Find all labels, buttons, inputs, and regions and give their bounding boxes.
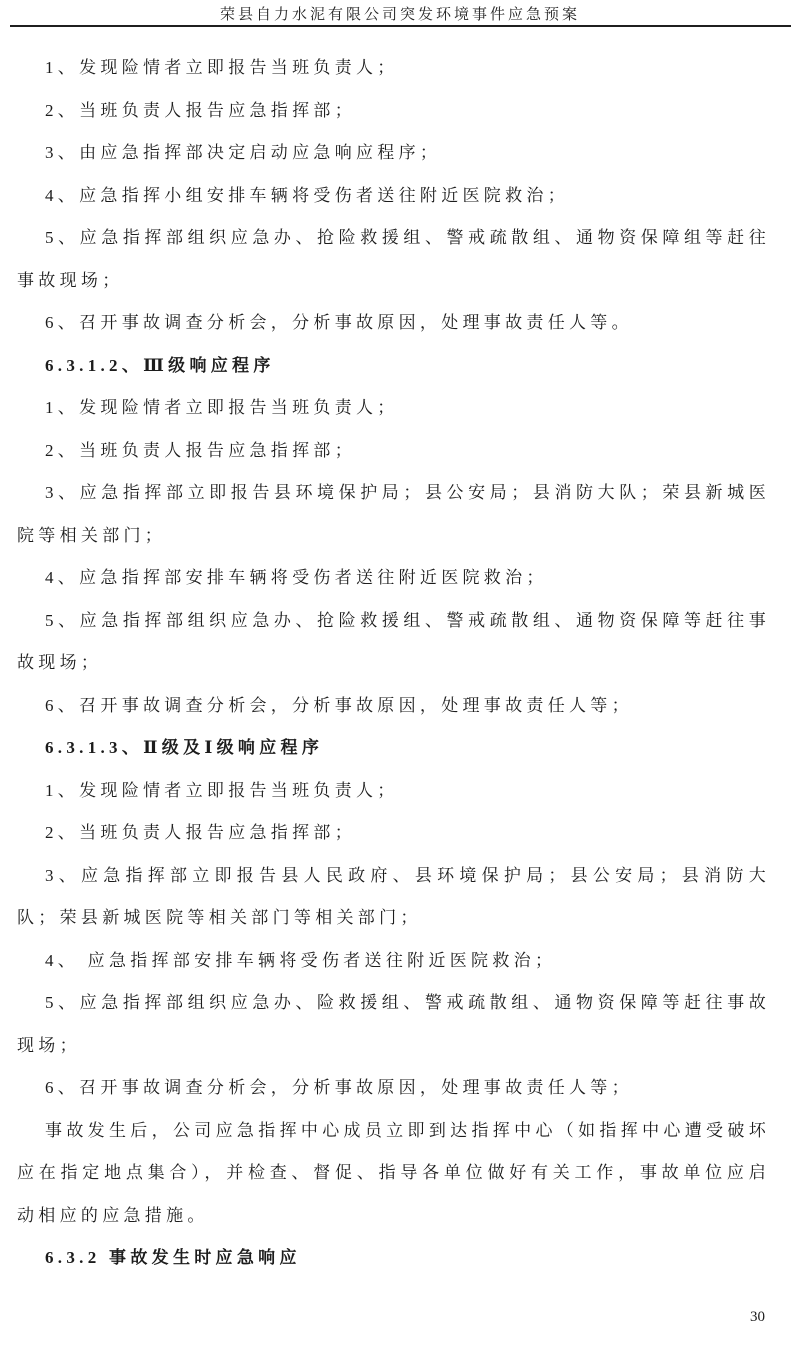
body-paragraph: 事故发生后，公司应急指挥中心成员立即到达指挥中心（如指挥中心遭受破坏应在指定地点集合），并检查、督促、指导各单位做好有关工作，事故单位应启动相应的应急措施。 <box>17 1120 770 1225</box>
list-item: 3、应急指挥部立即报告县环境保护局；县公安局；县消防大队；荣县新城医院等相关部门； <box>17 483 770 545</box>
list-item: 1、发现险情者立即报告当班负责人； <box>45 58 399 77</box>
list-item: 2、当班负责人报告应急指挥部； <box>45 823 356 842</box>
list-item: 1、发现险情者立即报告当班负责人； <box>45 780 399 800</box>
list-item: 5、应急指挥部组织应急办、抢险救援组、警戒疏散组、通物资保障组等赶往事故现场； <box>17 228 770 290</box>
list-item: 2、当班负责人报告应急指挥部； <box>45 100 356 120</box>
list-item: 3、由应急指挥部决定启动应急响应程序； <box>45 143 442 162</box>
section-heading-6-3-2: 6.3.2 事故发生时应急响应 <box>45 1248 301 1267</box>
list-item: 6、召开事故调查分析会，分析事故原因，处理事故责任人等； <box>45 695 633 715</box>
document-header-title: 荣县自力水泥有限公司突发环境事件应急预案 <box>219 7 580 23</box>
document-body <box>17 47 770 1280</box>
header-rule <box>10 25 791 27</box>
list-item: 5、应急指挥部组织应急办、险救援组、警戒疏散组、通物资保障等赶往事故现场； <box>17 993 770 1055</box>
list-item: 6、召开事故调查分析会，分析事故原因，处理事故责任人等。 <box>45 313 633 332</box>
list-item: 2、当班负责人报告应急指挥部； <box>45 440 356 460</box>
section-heading-6-3-1-2: 6.3.1.2、Ⅲ级响应程序 <box>45 355 275 375</box>
list-item: 5、应急指挥部组织应急办、抢险救援组、警戒疏散组、通物资保障等赶往事故现场； <box>17 610 770 672</box>
list-item: 1、发现险情者立即报告当班负责人； <box>45 398 399 417</box>
list-item: 3、应急指挥部立即报告县人民政府、县环境保护局；县公安局；县消防大队；荣县新城医院等相关部门等相关部门； <box>17 865 770 927</box>
list-item: 6、召开事故调查分析会，分析事故原因，处理事故责任人等； <box>45 1078 633 1097</box>
list-item: 4、应急指挥小组安排车辆将受伤者送往附近医院救治； <box>45 185 569 205</box>
page-number: 30 <box>750 1309 765 1325</box>
section-heading-6-3-1-3: 6.3.1.3、Ⅱ级及Ⅰ级响应程序 <box>45 738 324 757</box>
list-item: 4、应急指挥部安排车辆将受伤者送往附近医院救治； <box>45 568 548 587</box>
list-item: 4、 应急指挥部安排车辆将受伤者送往附近医院救治； <box>45 950 557 970</box>
